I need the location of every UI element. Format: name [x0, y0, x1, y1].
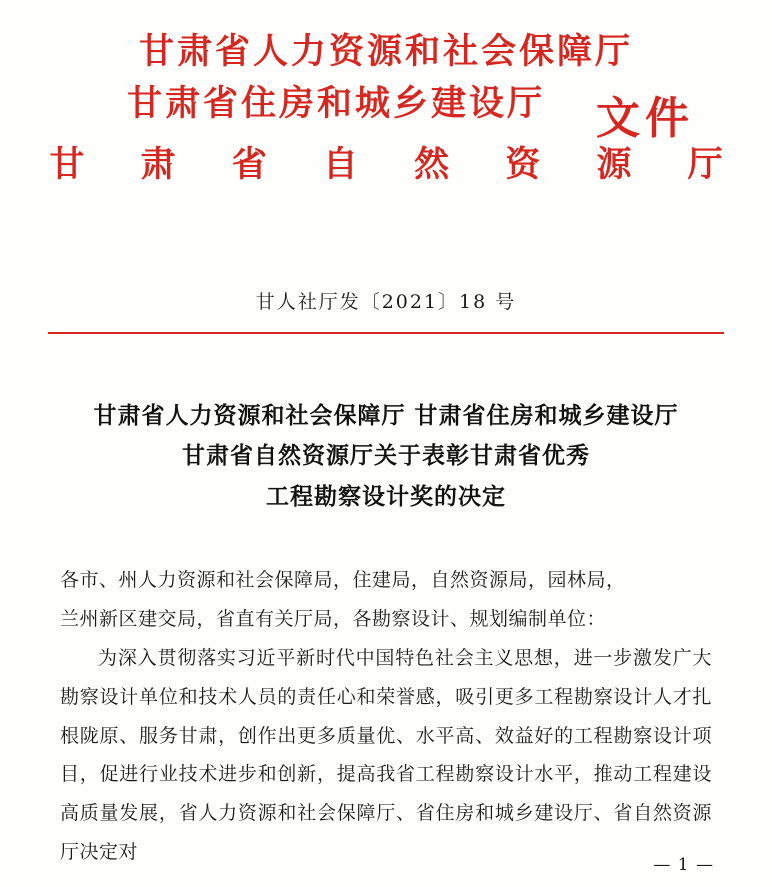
page-title	[62, 396, 710, 517]
document-number: 甘人社厅发〔2021〕18 号	[255, 291, 517, 313]
document-body	[60, 561, 712, 873]
page-number: — 1 —	[653, 855, 714, 875]
page-title-line-1: 甘肃省人力资源和社会保障厅 甘肃省住房和城乡建设厅	[93, 402, 679, 429]
red-divider-rule	[48, 332, 724, 334]
masthead-line-3: 甘 肃 省 自 然 资 源 厅	[49, 144, 745, 185]
masthead-line-2: 甘肃省住房和城乡建设厅	[126, 83, 545, 124]
page-title-line-3: 工程勘察设计奖的决定	[266, 482, 506, 510]
addressee-line-2: 兰州新区建交局，省直有关厅局，各勘察设计、规划编制单位：	[60, 607, 607, 630]
masthead-line-1: 甘肃省人力资源和社会保障厅	[138, 31, 633, 72]
addressee-line-1: 各市、州人力资源和社会保障局，住建局，自然资源局，园林局，	[60, 568, 626, 591]
body-paragraph-1: 为深入贯彻落实习近平新时代中国特色社会主义思想，进一步激发广大勘察设计单位和技术人员的责任心和荣誉感，吸引更多工程勘察设计人才扎根陇原、服务甘肃，创作出更多质量优、水平高、效益好的工程勘察设计项目，促进行业技术进步和创新，提高我省工程勘察设计水平，推动工程建设高质量发展，省人力资源和社会保障厅、省住房和城乡建设厅、省自然资源厅决定对	[60, 646, 712, 864]
masthead-line-2-row	[0, 83, 772, 144]
masthead-document-word: 文件	[596, 93, 694, 144]
page-title-line-2: 甘肃省自然资源厅关于表彰甘肃省优秀	[182, 442, 590, 470]
masthead	[0, 0, 772, 185]
